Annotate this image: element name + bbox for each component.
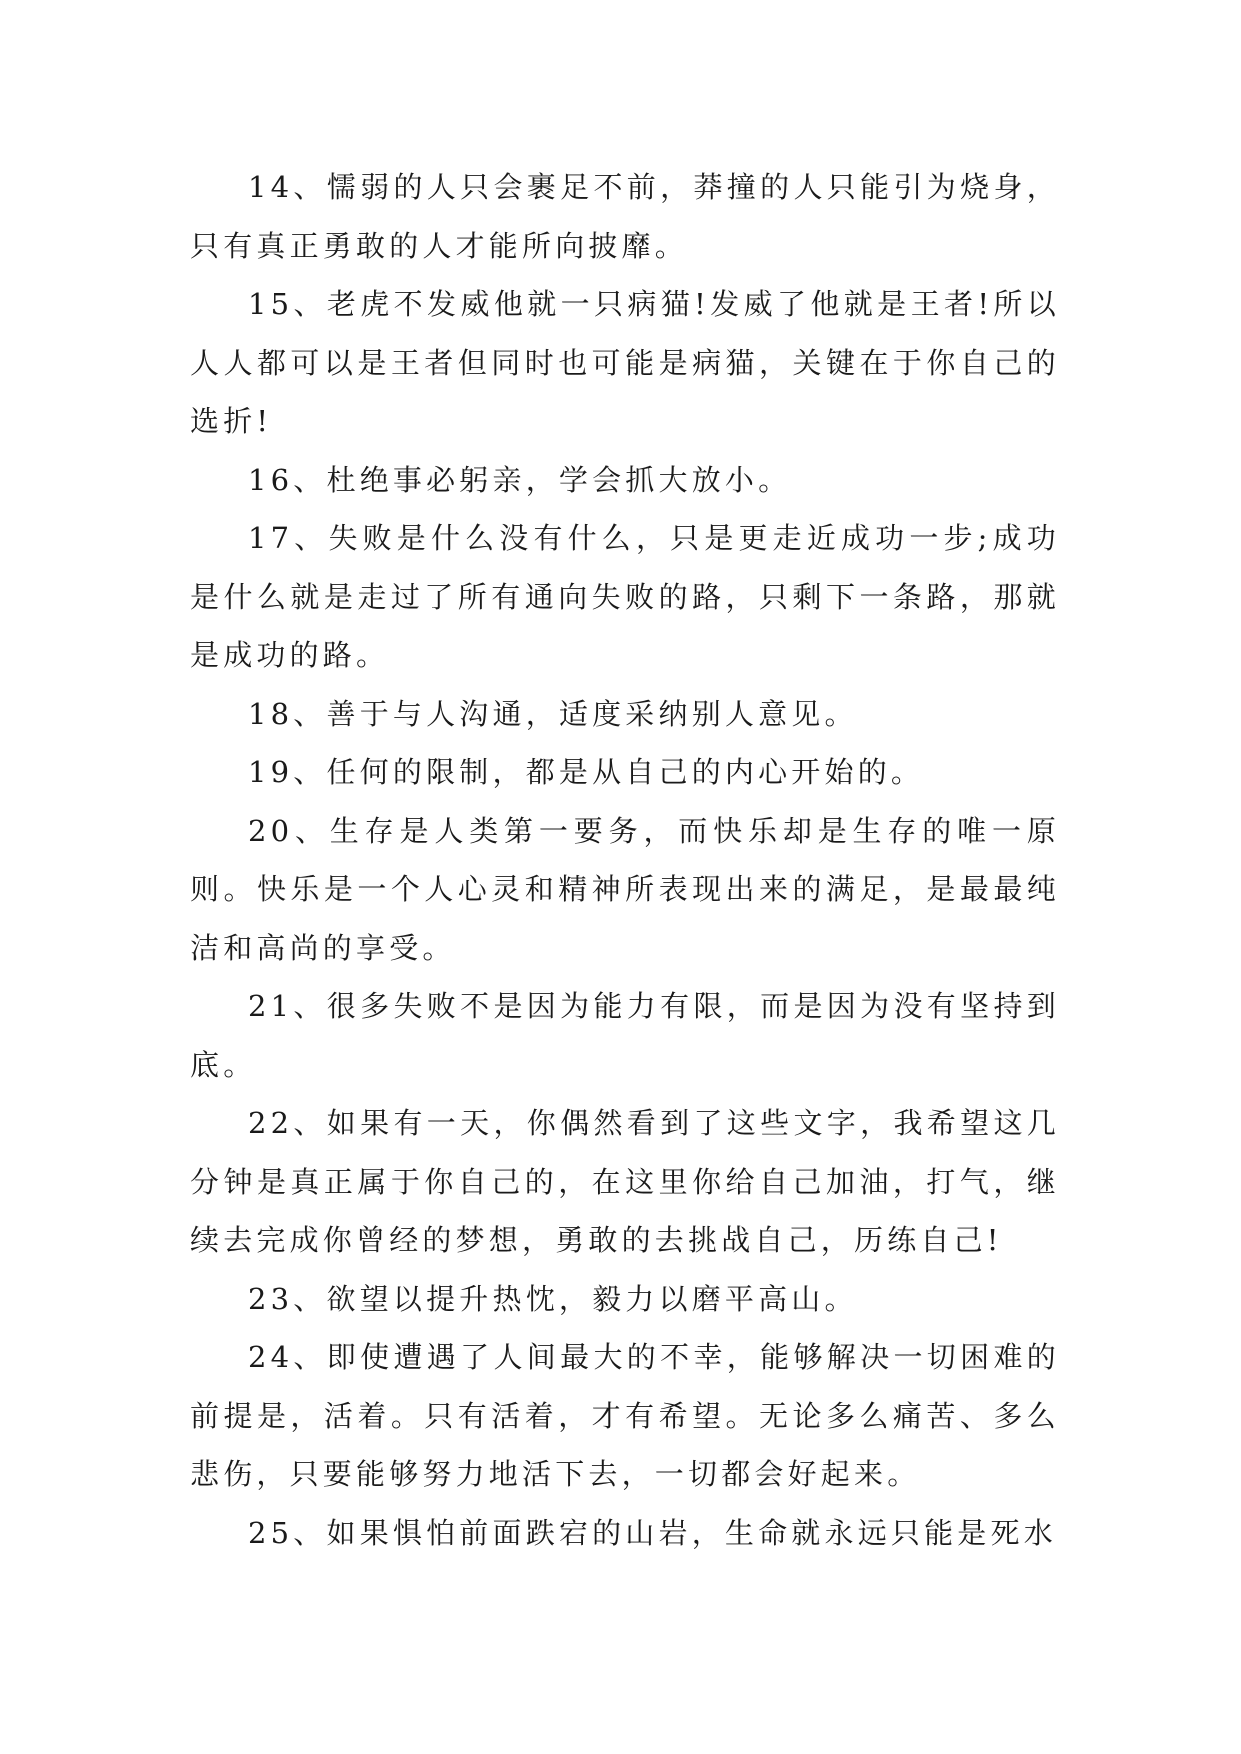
paragraph-14: 14、懦弱的人只会裹足不前，莽撞的人只能引为烧身，只有真正勇敢的人才能所向披靡。: [190, 170, 1060, 263]
paragraph-20: 20、生存是人类第一要务，而快乐却是生存的唯一原则。快乐是一个人心灵和精神所表现出来的满足，是最最纯洁和高尚的享受。: [190, 813, 1060, 965]
paragraph-19: 19、任何的限制，都是从自己的内心开始的。: [248, 755, 925, 789]
paragraph-18: 18、善于与人沟通，适度采纳别人意见。: [248, 696, 858, 731]
paragraph-17: 17、失败是什么没有什么，只是更走近成功一步;成功是什么就是走过了所有通向失败的路，只剩下一条路，那就是成功的路。: [190, 521, 1060, 672]
paragraph-16: 16、杜绝事必躬亲，学会抓大放小。: [248, 462, 792, 497]
paragraph-25: 25、如果惧怕前面跌宕的山岩，生命就永远只能是死水: [248, 1515, 1057, 1550]
paragraph-22: 22、如果有一天，你偶然看到了这些文字，我希望这几分钟是真正属于你自己的，在这里你给自己加油，打气，继续去完成你曾经的梦想，勇敢的去挑战自己，历练自己!: [190, 1106, 1060, 1257]
document-body: [190, 158, 1060, 1562]
paragraph-21: 21、很多失败不是因为能力有限，而是因为没有坚持到底。: [190, 989, 1060, 1082]
paragraph-23: 23、欲望以提升热忱，毅力以磨平高山。: [248, 1281, 858, 1316]
paragraph-24: 24、即使遭遇了人间最大的不幸，能够解决一切困难的前提是，活着。只有活着，才有希望。无论多么痛苦、多么悲伤，只要能够努力地活下去，一切都会好起来。: [190, 1340, 1060, 1491]
paragraph-15: 15、老虎不发威他就一只病猫!发威了他就是王者!所以人人都可以是王者但同时也可能是病猫，关键在于你自己的选折!: [190, 287, 1060, 438]
